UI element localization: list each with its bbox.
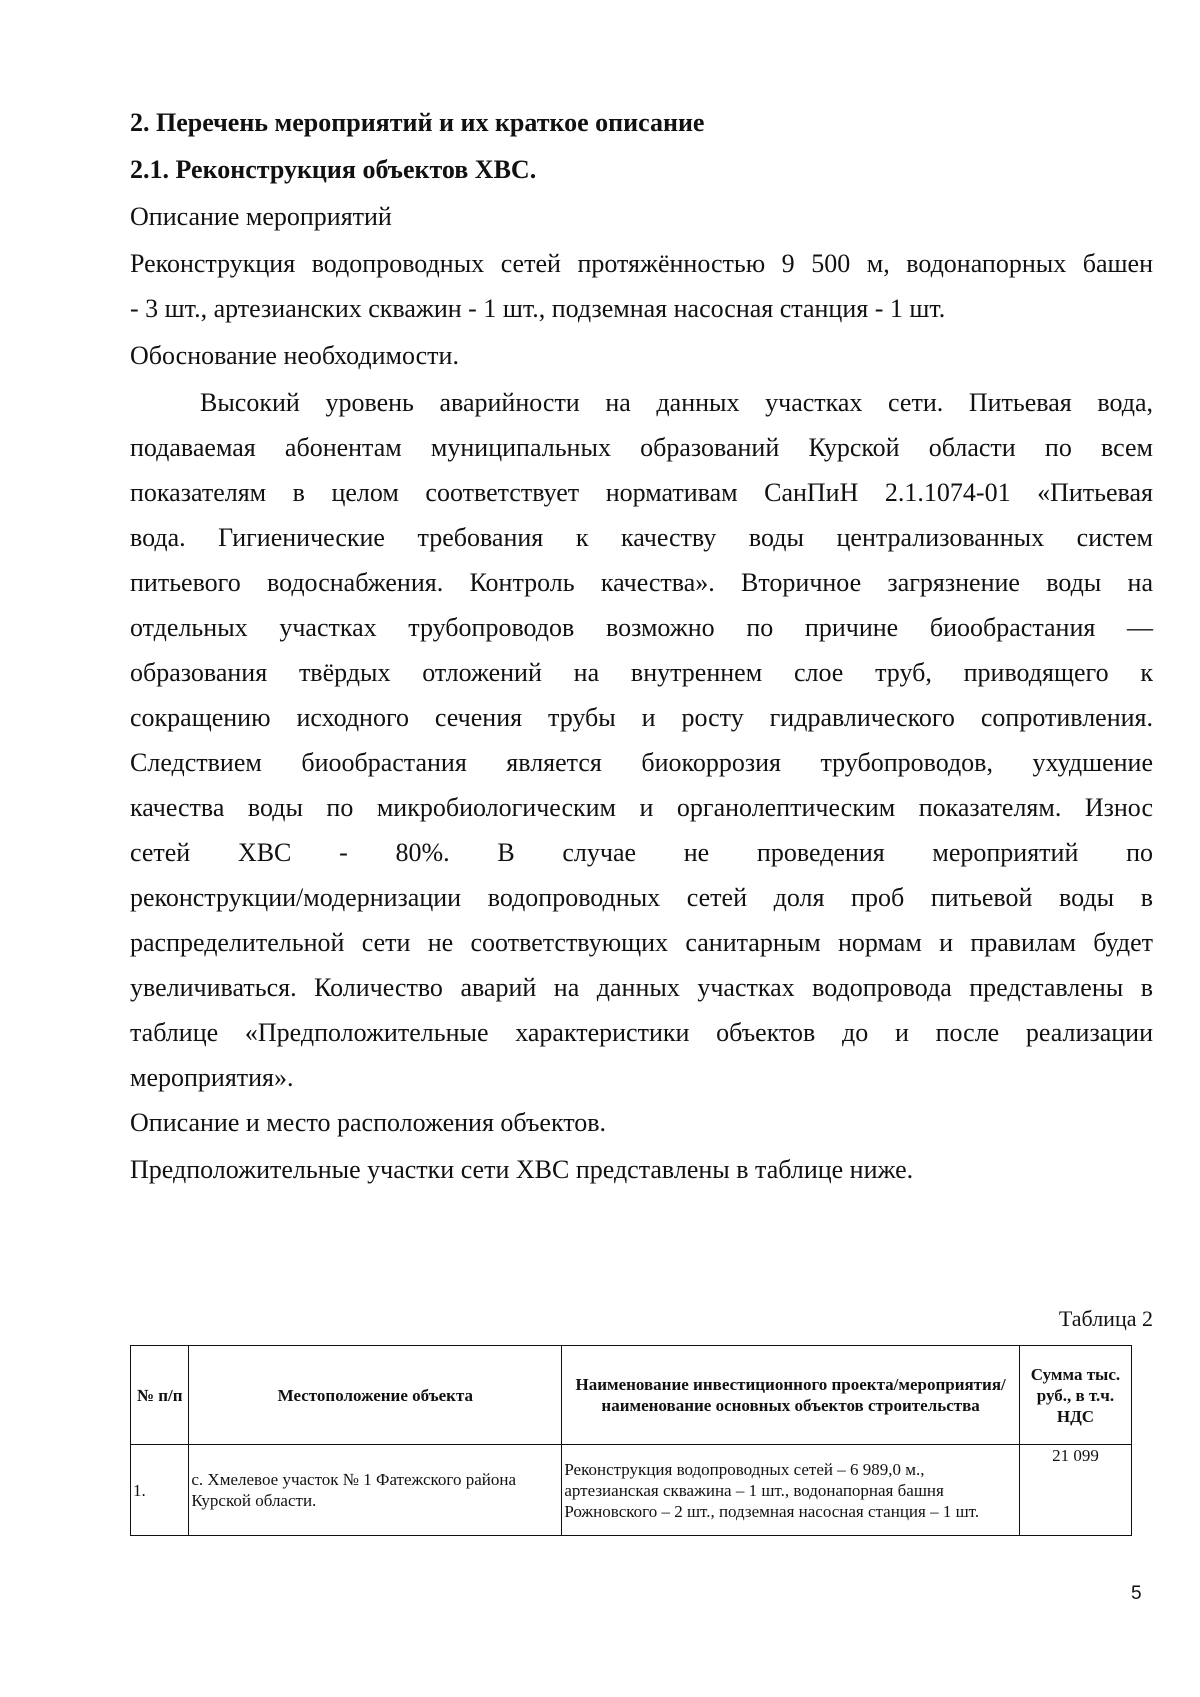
justification-line: Следствием биообрастания является биокоррозия трубопроводов, ухудшение xyxy=(130,748,1153,777)
page-number: 5 xyxy=(1131,1583,1142,1604)
justification-line: мероприятия». xyxy=(130,1063,294,1092)
header-location: Местоположение объекта xyxy=(189,1346,562,1445)
justification-line: реконструкции/модернизации водопроводных сетей доля проб питьевой воды в xyxy=(130,883,1153,912)
cell-sum: 21 099 xyxy=(1019,1445,1131,1536)
table-caption: Таблица 2 xyxy=(1058,1306,1153,1331)
justification-line: отдельных участках трубопроводов возможно по причине биообрастания — xyxy=(130,613,1153,642)
measures-line: - 3 шт., артезианских скважин - 1 шт., подземная насосная станция - 1 шт. xyxy=(130,294,946,323)
table-header-row xyxy=(131,1346,1132,1445)
measures-label: Описание мероприятий xyxy=(130,202,392,231)
subsection-heading: 2.1. Реконструкция объектов ХВС. xyxy=(130,155,537,184)
justification-label: Обоснование необходимости. xyxy=(130,341,459,370)
location-text: Предположительные участки сети ХВС представлены в таблице ниже. xyxy=(130,1155,914,1184)
cell-num: 1. xyxy=(131,1445,189,1536)
justification-line: распределительной сети не соответствующих санитарным нормам и правилам будет xyxy=(130,928,1153,957)
justification-line: увеличиваться. Количество аварий на данных участках водопровода представлены в xyxy=(130,973,1153,1002)
justification-line: подаваемая абонентам муниципальных образований Курской области по всем xyxy=(130,433,1153,462)
location-label: Описание и место расположения объектов. xyxy=(130,1108,607,1137)
justification-line: образования твёрдых отложений на внутреннем слое труб, приводящего к xyxy=(130,658,1153,687)
investment-table xyxy=(130,1345,1132,1536)
header-num: № п/п xyxy=(131,1346,189,1445)
cell-location: с. Хмелевое участок № 1 Фатежского района Курской области. xyxy=(189,1445,562,1536)
justification-line: Высокий уровень аварийности на данных участках сети. Питьевая вода, xyxy=(200,388,1153,417)
header-project: Наименование инвестиционного проекта/мероприятия/наименование основных объектов строительства xyxy=(562,1346,1020,1445)
justification-line: показателям в целом соответствует нормативам СанПиН 2.1.1074-01 «Питьевая xyxy=(130,478,1153,507)
section-heading: 2. Перечень мероприятий и их краткое описание xyxy=(130,108,705,137)
justification-line: сетей ХВС - 80%. В случае не проведения мероприятий по xyxy=(130,838,1153,867)
cell-project: Реконструкция водопроводных сетей – 6 989,0 м., артезианская скважина – 1 шт., водонапорная башня Рожновского – 2 шт., подземная насосная станция – 1 шт. xyxy=(562,1445,1020,1536)
justification-line: сокращению исходного сечения трубы и росту гидравлического сопротивления. xyxy=(130,703,1153,732)
justification-line: качества воды по микробиологическим и органолептическим показателям. Износ xyxy=(130,793,1153,822)
justification-line: питьевого водоснабжения. Контроль качества». Вторичное загрязнение воды на xyxy=(130,568,1153,597)
header-sum: Сумма тыс. руб., в т.ч. НДС xyxy=(1019,1346,1131,1445)
table-row xyxy=(131,1445,1132,1536)
justification-line: вода. Гигиенические требования к качеству воды централизованных систем xyxy=(130,523,1153,552)
justification-line: таблице «Предположительные характеристики объектов до и после реализации xyxy=(130,1018,1153,1047)
measures-line: Реконструкция водопроводных сетей протяжённостью 9 500 м, водонапорных башен xyxy=(130,249,1153,278)
